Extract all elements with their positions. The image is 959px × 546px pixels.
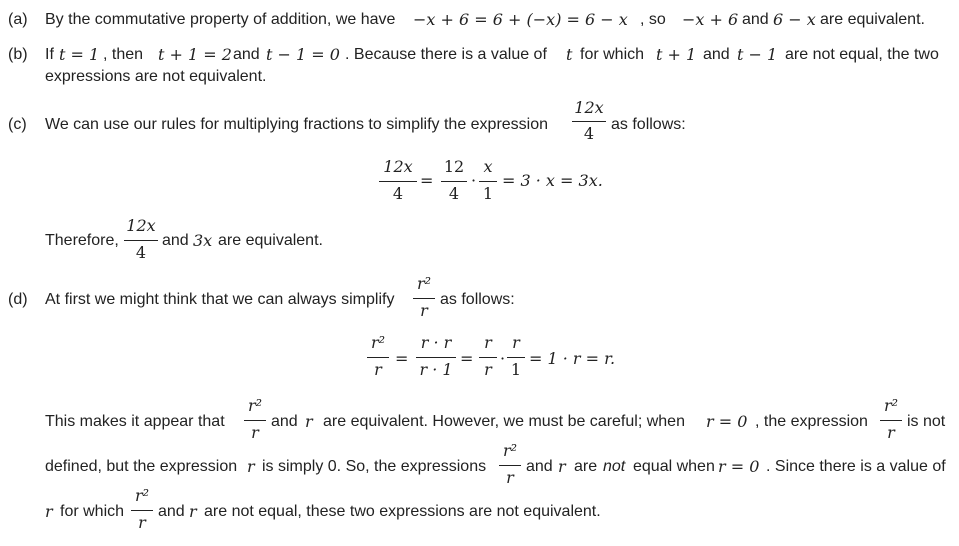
- b-math-4: t: [566, 45, 573, 64]
- b-math-2: t + 1 = 2: [158, 45, 232, 64]
- d-p2-math-r2: r: [558, 457, 566, 476]
- c-eq-numerator-1: 12x: [383, 157, 413, 176]
- d-p1-denominator-1: r: [251, 423, 259, 442]
- b-math-3: t − 1 = 0: [266, 45, 340, 64]
- c-eq-equals: =: [420, 171, 434, 190]
- d-inline-denominator: r: [420, 301, 428, 320]
- d-p2-text-4: are: [574, 458, 598, 475]
- d-eq-denominator-2: r · 1: [419, 360, 453, 379]
- d-eq-equals-1: =: [395, 349, 409, 368]
- c-eq-denominator-2: 4: [448, 184, 460, 203]
- d-eq-numerator-1: r²: [370, 333, 386, 352]
- d-p1-text-2: and: [271, 413, 298, 430]
- fraction-bar: [367, 357, 389, 358]
- c-eq-denominator-1: 4: [392, 184, 404, 203]
- d-eq-tail: = 1 · r = r.: [529, 349, 616, 368]
- c-conclusion-denominator: 4: [135, 243, 147, 262]
- b-text-4: . Because there is a value of: [345, 46, 547, 63]
- d-p3-denominator: r: [138, 513, 146, 532]
- b-text-7: are not equal, the two: [785, 46, 939, 63]
- d-inline-numerator: r²: [416, 274, 432, 293]
- fraction-bar: [479, 181, 497, 182]
- d-p3-text-1: for which: [60, 503, 125, 520]
- item-label-a: (a): [8, 11, 28, 28]
- d-p1-text-5: is not: [907, 413, 946, 430]
- c-conclusion-numerator: 12x: [126, 216, 156, 235]
- d-eq-numerator-2: r · r: [420, 333, 452, 352]
- fraction-bar: [131, 510, 153, 511]
- c-text-2: as follows:: [611, 116, 686, 133]
- c-math-3x: 3x: [193, 231, 213, 250]
- d-p2-not: not: [603, 458, 626, 475]
- c-inline-denominator: 4: [583, 124, 595, 143]
- d-p1-text-3: are equivalent. However, we must be careful; when: [323, 413, 685, 430]
- a-math-3: 6 − x: [773, 10, 816, 29]
- d-p1-numerator-1: r²: [247, 396, 263, 415]
- a-math-1: −x + 6 = 6 + (−x) = 6 − x: [413, 10, 628, 29]
- fraction-bar: [441, 181, 467, 182]
- d-p2-text-5: equal when: [633, 458, 715, 475]
- fraction-bar: [572, 121, 606, 122]
- d-p3-math-r: r: [45, 502, 53, 521]
- b-math-5: t + 1: [656, 45, 697, 64]
- fraction-bar: [413, 298, 435, 299]
- d-p2-text-6: . Since there is a value of: [766, 458, 946, 475]
- d-p2-numerator: r²: [502, 441, 518, 460]
- d-p3-text-3: are not equal, these two expressions are not equivalent.: [204, 503, 601, 520]
- b-math-1: t = 1: [59, 45, 100, 64]
- d-eq-denominator-3: r: [484, 360, 492, 379]
- d-eq-dot: ·: [500, 349, 506, 368]
- c-text-4: are equivalent.: [218, 232, 323, 249]
- d-eq-denominator-1: r: [374, 360, 382, 379]
- b-math-6: t − 1: [737, 45, 778, 64]
- a-text-2: , so: [640, 11, 666, 28]
- d-p2-text-1: defined, but the expression: [45, 458, 238, 475]
- a-text-4: are equivalent.: [820, 11, 925, 28]
- b-text-2: , then: [103, 46, 144, 63]
- d-p3-numerator: r²: [134, 486, 150, 505]
- a-math-2: −x + 6: [682, 10, 739, 29]
- d-p1-math-r: r: [305, 412, 313, 431]
- c-inline-numerator: 12x: [574, 98, 604, 117]
- fraction-bar: [499, 465, 521, 466]
- d-p1-numerator-2: r²: [883, 396, 899, 415]
- d-text-1: At first we might think that we can always simplify: [45, 291, 395, 308]
- c-therefore: Therefore,: [45, 232, 119, 249]
- item-label-d: (d): [8, 291, 28, 308]
- c-eq-dot: ·: [471, 171, 477, 190]
- item-label-b: (b): [8, 46, 28, 63]
- d-p2-math-r: r: [247, 457, 255, 476]
- a-text-3: and: [742, 11, 769, 28]
- d-p3-math-r2: r: [189, 502, 197, 521]
- d-text-2: as follows:: [440, 291, 515, 308]
- c-eq-tail: = 3 · x = 3x.: [502, 171, 603, 190]
- fraction-bar: [124, 240, 158, 241]
- b-line-2: expressions are not equivalent.: [45, 68, 267, 85]
- d-p3-text-2: and: [158, 503, 185, 520]
- d-eq-denominator-4: 1: [510, 360, 522, 379]
- d-eq-equals-2: =: [460, 349, 474, 368]
- c-eq-numerator-2: 12: [443, 157, 465, 176]
- fraction-bar: [244, 420, 266, 421]
- fraction-bar: [507, 357, 525, 358]
- b-text-6: and: [703, 46, 730, 63]
- d-p1-math-r0: r = 0: [706, 412, 748, 431]
- item-label-c: (c): [8, 116, 27, 133]
- b-text-3: and: [233, 46, 260, 63]
- d-p2-denominator: r: [506, 468, 514, 487]
- d-p2-text-2: is simply 0. So, the expressions: [262, 458, 487, 475]
- d-p1-text-1: This makes it appear that: [45, 413, 225, 430]
- d-p2-text-3: and: [526, 458, 553, 475]
- fraction-bar: [880, 420, 902, 421]
- d-p1-denominator-2: r: [887, 423, 895, 442]
- a-text-1: By the commutative property of addition, we have: [45, 11, 396, 28]
- fraction-bar: [379, 181, 417, 182]
- d-eq-numerator-4: r: [512, 333, 520, 352]
- c-text-1: We can use our rules for multiplying fractions to simplify the expression: [45, 116, 549, 133]
- d-p2-math-r0: r = 0: [718, 457, 760, 476]
- c-eq-numerator-3: x: [483, 157, 493, 176]
- fraction-bar: [479, 357, 497, 358]
- fraction-bar: [416, 357, 456, 358]
- c-eq-denominator-3: 1: [482, 184, 494, 203]
- c-text-3: and: [162, 232, 189, 249]
- b-text-1: If: [45, 46, 54, 63]
- d-p1-text-4: , the expression: [755, 413, 868, 430]
- b-text-5: for which: [580, 46, 645, 63]
- d-eq-numerator-3: r: [484, 333, 492, 352]
